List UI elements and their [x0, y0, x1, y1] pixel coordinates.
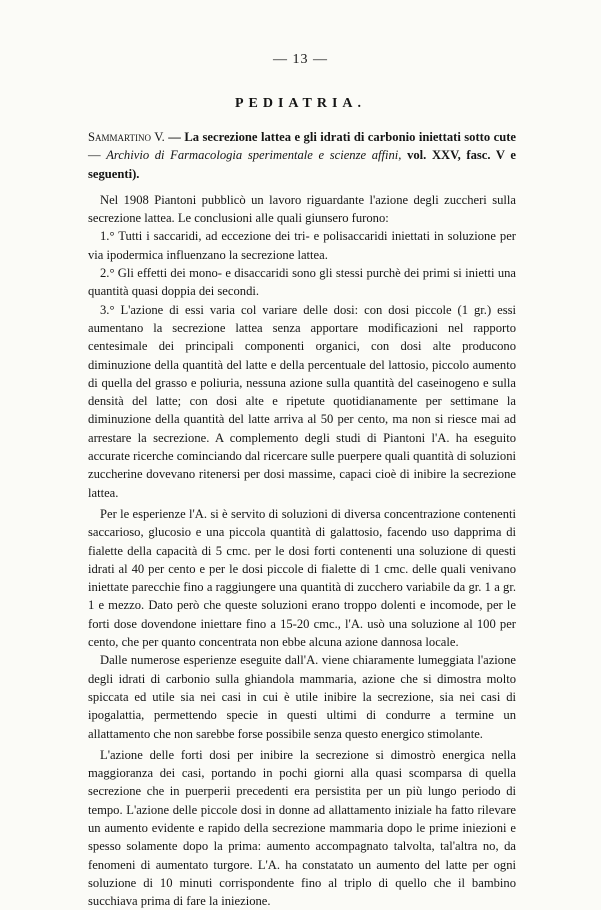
reference-author: Sammartino V. [88, 130, 165, 144]
article-body [88, 128, 516, 910]
reference-details: vol. XXV, fasc. V e seguenti). [88, 148, 516, 181]
page-number: — 13 — [273, 52, 328, 67]
paragraph-results: Dalle numerose esperienze eseguite dall'A. viene chiaramente lumeggiata l'azione degli idrati di carbonio sulla ghiandola mammaria, azione che si dimostra molto spiccata ed utile sia nei casi in cui è utile inibire la secrezione, sia nei casi di ipogalattia, permettendo specie in questi ultimi di condurre a termine un allattamento che non sarebbe forse possibile senza questo energico stimolante. [88, 653, 516, 741]
section-title: PEDIATRIA. [234, 96, 367, 111]
reference-journal: Archivio di Farmacologia sperimentale e scienze affini, [106, 148, 402, 163]
paragraph-intro: Nel 1908 Piantoni pubblicò un lavoro riguardante l'azione degli zuccheri sulla secrezione lattea. Le conclusioni alle quali giunsero furono: [88, 192, 516, 226]
paragraph-methods: Per le esperienze l'A. si è servito di soluzioni di diversa concentrazione contenenti saccarioso, glucosio e una piccola quantità di galattosio, facendo uso dapprima di fialette della capacità di 5 cmc. per le dosi forti contenenti una soluzione di questi idrati al 40 per cento e per le dosi piccole di fialette di 1 cmc. delle quali venivano iniettate parecchie fino a raggiungere una quantità di zucchero variabile da gr. 1 a gr. 1 e mezzo. Dato però che queste soluzioni erano troppo dolenti e incomode, per le forti dose dovendone iniettare fino a 15-20 cmc., l'A. usò una soluzione al 100 per cento, che per quanto concentrata non ebbe alcuna azione dannosa locale. [88, 506, 516, 650]
reference-separator: — [88, 148, 107, 163]
paragraph-conclusion-1: 1.° Tutti i saccaridi, ad eccezione dei tri- e polisaccaridi iniettati in soluzione per via ipodermica influenzano la secrezione lattea. [88, 229, 516, 262]
reference-title: — La secrezione lattea e gli idrati di carbonio iniettati sotto cute [164, 130, 516, 144]
paragraph-doses: L'azione delle forti dosi per inibire la secrezione si dimostrò energica nella maggioranza dei casi, portando in pochi giorni alla quasi scomparsa di quella secrezione che in puerperii precedenti era persistita per un più lungo periodo di tempo. L'azione delle piccole dosi in donne ad allattamento iniziale ha fatto rilevare un aumento evidente e rapido della secrezione mammaria dopo le prime iniezioni e spesso solamente dopo la prima: aumento accompagnato talvolta, tal'altra no, da fenomeni di aumentato turgore. L'A. ha constatato un aumento del latte per ogni soluzione di 10 minuti corrispondente fino al triplo di quello che il bambino succhiava prima di fare la iniezione. [88, 747, 516, 909]
paragraph-conclusion-3: 3.° L'azione di essi varia col variare delle dosi: con dosi piccole (1 gr.) essi aumentano la secrezione lattea senza apportare modificazioni nel rapporto centesimale dei principali componenti organici, con dosi alte producono diminuzione della quantità del latte e della percentuale del lattosio, piccolo aumento di quella del grasso e poliuria, nessuna azione sulla quantità del caseinogeno e sulla densità del latte; con dosi alte e ripetute quotidianamente per settimane la diminuzione della quantità del latte arriva al 50 per cento, ma non si riesce mai ad arrestare la secrezione. A complemento degli studi di Piantoni l'A. ha eseguito accurate ricerche cominciando dal ricercare sulle puerpere quali quantità di soluzioni zuccherine dovevano ritenersi per dosi massime, capaci cioè di inibire la secrezione lattea. [88, 302, 516, 500]
reference-heading [88, 128, 516, 183]
paragraph-conclusion-2: 2.° Gli effetti dei mono- e disaccaridi sono gli stessi purchè dei primi si inietti una quantità quasi doppia dei secondi. [88, 266, 516, 299]
